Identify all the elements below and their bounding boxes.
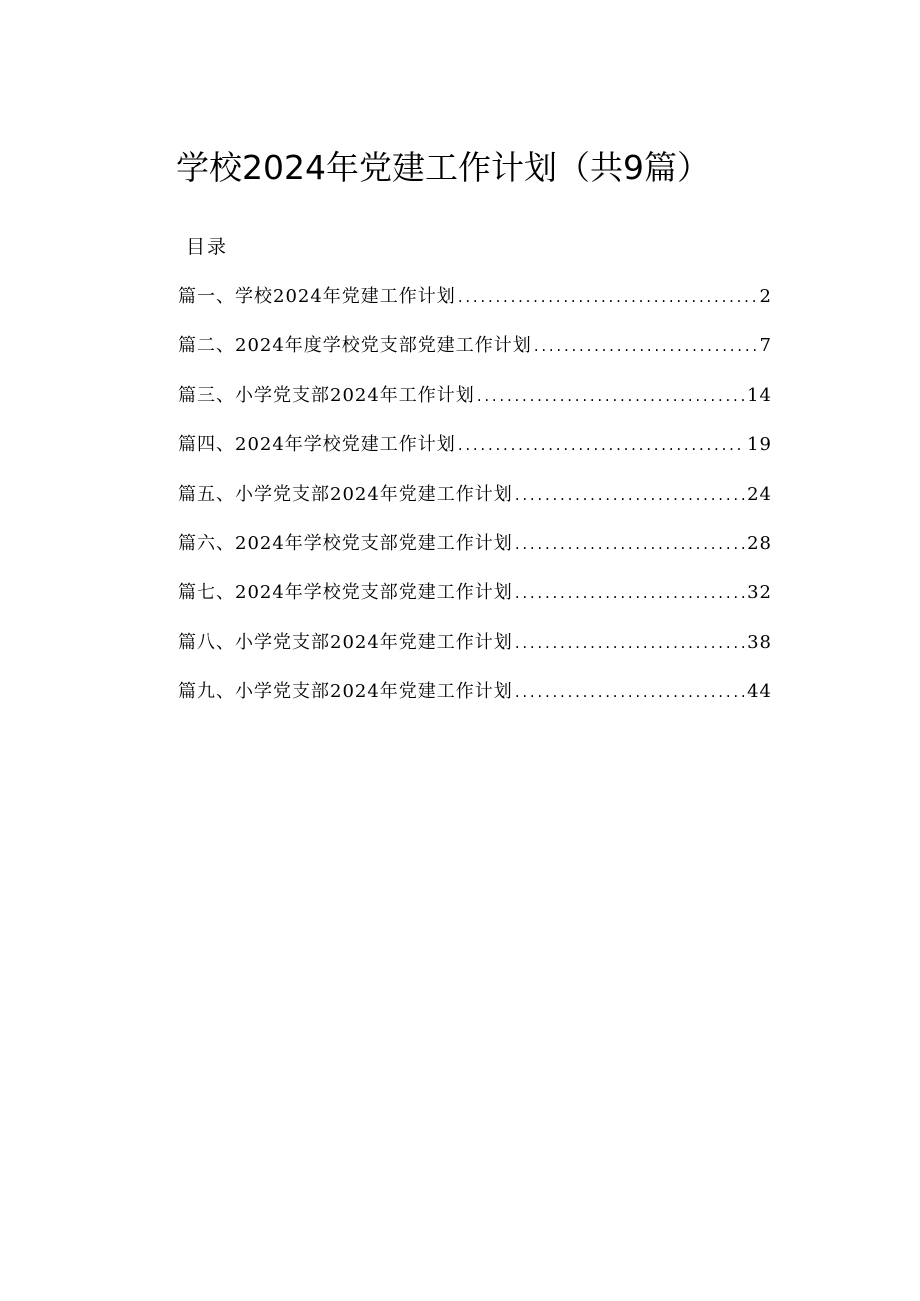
toc-entry-page-number: 28 [747,532,772,554]
toc-dot-leader [534,333,758,359]
toc-entry-page-number: 7 [759,335,772,357]
toc-dot-leader [515,531,745,557]
toc-dot-leader [515,580,745,606]
toc-entry-label: 篇八、小学党支部2024年党建工作计划 [178,631,513,653]
toc-entry-page-number: 32 [747,582,772,604]
toc-dot-leader [458,284,758,310]
toc-entry-label: 篇三、小学党支部2024年工作计划 [178,384,475,406]
toc-dot-leader [515,482,745,508]
toc-heading: 目录 [186,236,229,258]
toc-entry-1[interactable] [178,284,772,333]
toc-entry-6[interactable] [178,531,772,580]
toc-entry-9[interactable] [178,679,772,728]
toc-dot-leader [477,383,745,409]
toc-entry-8[interactable] [178,630,772,679]
toc-entry-label: 篇一、学校2024年党建工作计划 [178,286,456,307]
toc-entry-4[interactable] [178,432,772,481]
toc-entry-label: 篇四、2024年学校党建工作计划 [178,434,456,456]
toc-entry-label: 篇九、小学党支部2024年党建工作计划 [178,681,513,703]
toc-dot-leader [515,630,745,656]
toc-entry-page-number: 2 [759,286,772,307]
document-title: 学校2024年党建工作计划（共9篇） [176,148,710,187]
toc-entry-2[interactable] [178,333,772,382]
toc-entry-label: 篇七、2024年学校党支部党建工作计划 [178,582,513,604]
toc-dot-leader [458,432,745,458]
toc-entry-3[interactable] [178,383,772,432]
toc-entry-7[interactable] [178,580,772,629]
toc-entry-label: 篇五、小学党支部2024年党建工作计划 [178,483,513,505]
toc-entry-page-number: 24 [747,483,772,505]
toc-entry-page-number: 14 [747,384,772,406]
toc-entry-5[interactable] [178,482,772,531]
toc-entry-page-number: 19 [747,434,772,456]
table-of-contents [178,284,772,729]
toc-entry-label: 篇二、2024年度学校党支部党建工作计划 [178,335,532,357]
toc-entry-page-number: 38 [747,631,772,653]
toc-dot-leader [515,679,745,705]
toc-entry-label: 篇六、2024年学校党支部党建工作计划 [178,532,513,554]
toc-entry-page-number: 44 [747,681,772,703]
